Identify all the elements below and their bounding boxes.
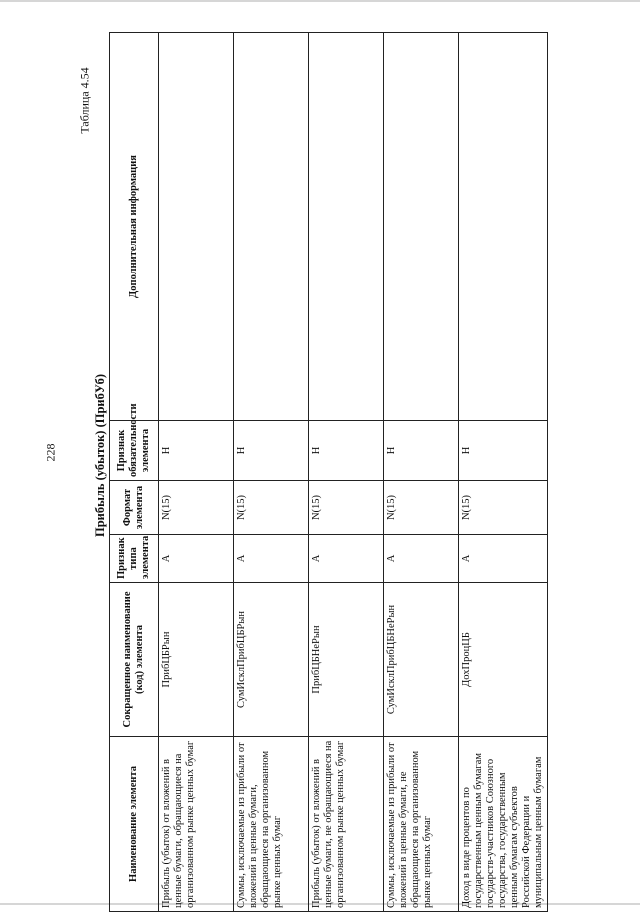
cell-info <box>459 33 548 421</box>
header-additional-info: Дополнительная информация <box>110 33 159 421</box>
cell-required: Н <box>309 421 384 481</box>
cell-name: Прибыль (убыток) от вложений в ценные бумаги, не обращающиеся на организованном рынке ценных бумаг <box>309 737 384 912</box>
cell-code: ДохПроцЦБ <box>459 583 548 737</box>
table-row <box>234 33 309 912</box>
element-table <box>109 33 545 912</box>
table-row <box>384 33 459 912</box>
header-element-name: Наименование элемента <box>110 737 159 912</box>
cell-format: N(15) <box>234 481 309 535</box>
scan-top-edge <box>0 0 640 2</box>
cell-format: N(15) <box>384 481 459 535</box>
cell-info <box>234 33 309 421</box>
table-title: Прибыль (убыток) (ПрибУб) <box>92 373 107 537</box>
page-number: 228 <box>43 443 58 461</box>
cell-required: Н <box>234 421 309 481</box>
cell-type: А <box>309 535 384 583</box>
cell-required: Н <box>384 421 459 481</box>
table-label: Таблица 4.54 <box>77 66 92 134</box>
cell-info <box>309 33 384 421</box>
cell-code: ПрибЦБРын <box>159 583 234 737</box>
cell-code: ПрибЦБНеРын <box>309 583 384 737</box>
cell-name: Суммы, исключаемые из прибыли от вложений в ценные бумаги, не обращающиеся на организованном рынке ценных бумаг <box>384 737 459 912</box>
cell-required: Н <box>159 421 234 481</box>
table-row <box>309 33 384 912</box>
cell-info <box>384 33 459 421</box>
header-element-required: Признак обязательности элемента <box>110 421 159 481</box>
table-row <box>459 33 548 912</box>
cell-name: Прибыль (убыток) от вложений в ценные бумаги, обращающиеся на организованном рынке ценных бумаг <box>159 737 234 912</box>
cell-format: N(15) <box>309 481 384 535</box>
cell-type: А <box>234 535 309 583</box>
cell-format: N(15) <box>459 481 548 535</box>
header-element-format: Формат элемента <box>110 481 159 535</box>
cell-name: Доход в виде процентов по государственным ценным бумагам государств-участников Союзного государства, государственным ценным бумагам субъектов Российской Федерации и муниципальным ценным бумагам <box>459 737 548 912</box>
cell-code: СумИсклПрибЦБРын <box>234 583 309 737</box>
cell-code: СумИсклПрибЦБНеРын <box>384 583 459 737</box>
cell-name: Суммы, исключаемые из прибыли от вложений в ценные бумаги, обращающиеся на организованном рынке ценных бумаг <box>234 737 309 912</box>
header-element-type: Признак типа элемента <box>110 535 159 583</box>
header-element-code: Сокращенное наименование (код) элемента <box>110 583 159 737</box>
cell-format: N(15) <box>159 481 234 535</box>
cell-type: А <box>384 535 459 583</box>
cell-type: А <box>459 535 548 583</box>
cell-type: А <box>159 535 234 583</box>
table-row <box>159 33 234 912</box>
cell-required: Н <box>459 421 548 481</box>
table-header-row <box>110 33 159 912</box>
cell-info <box>159 33 234 421</box>
